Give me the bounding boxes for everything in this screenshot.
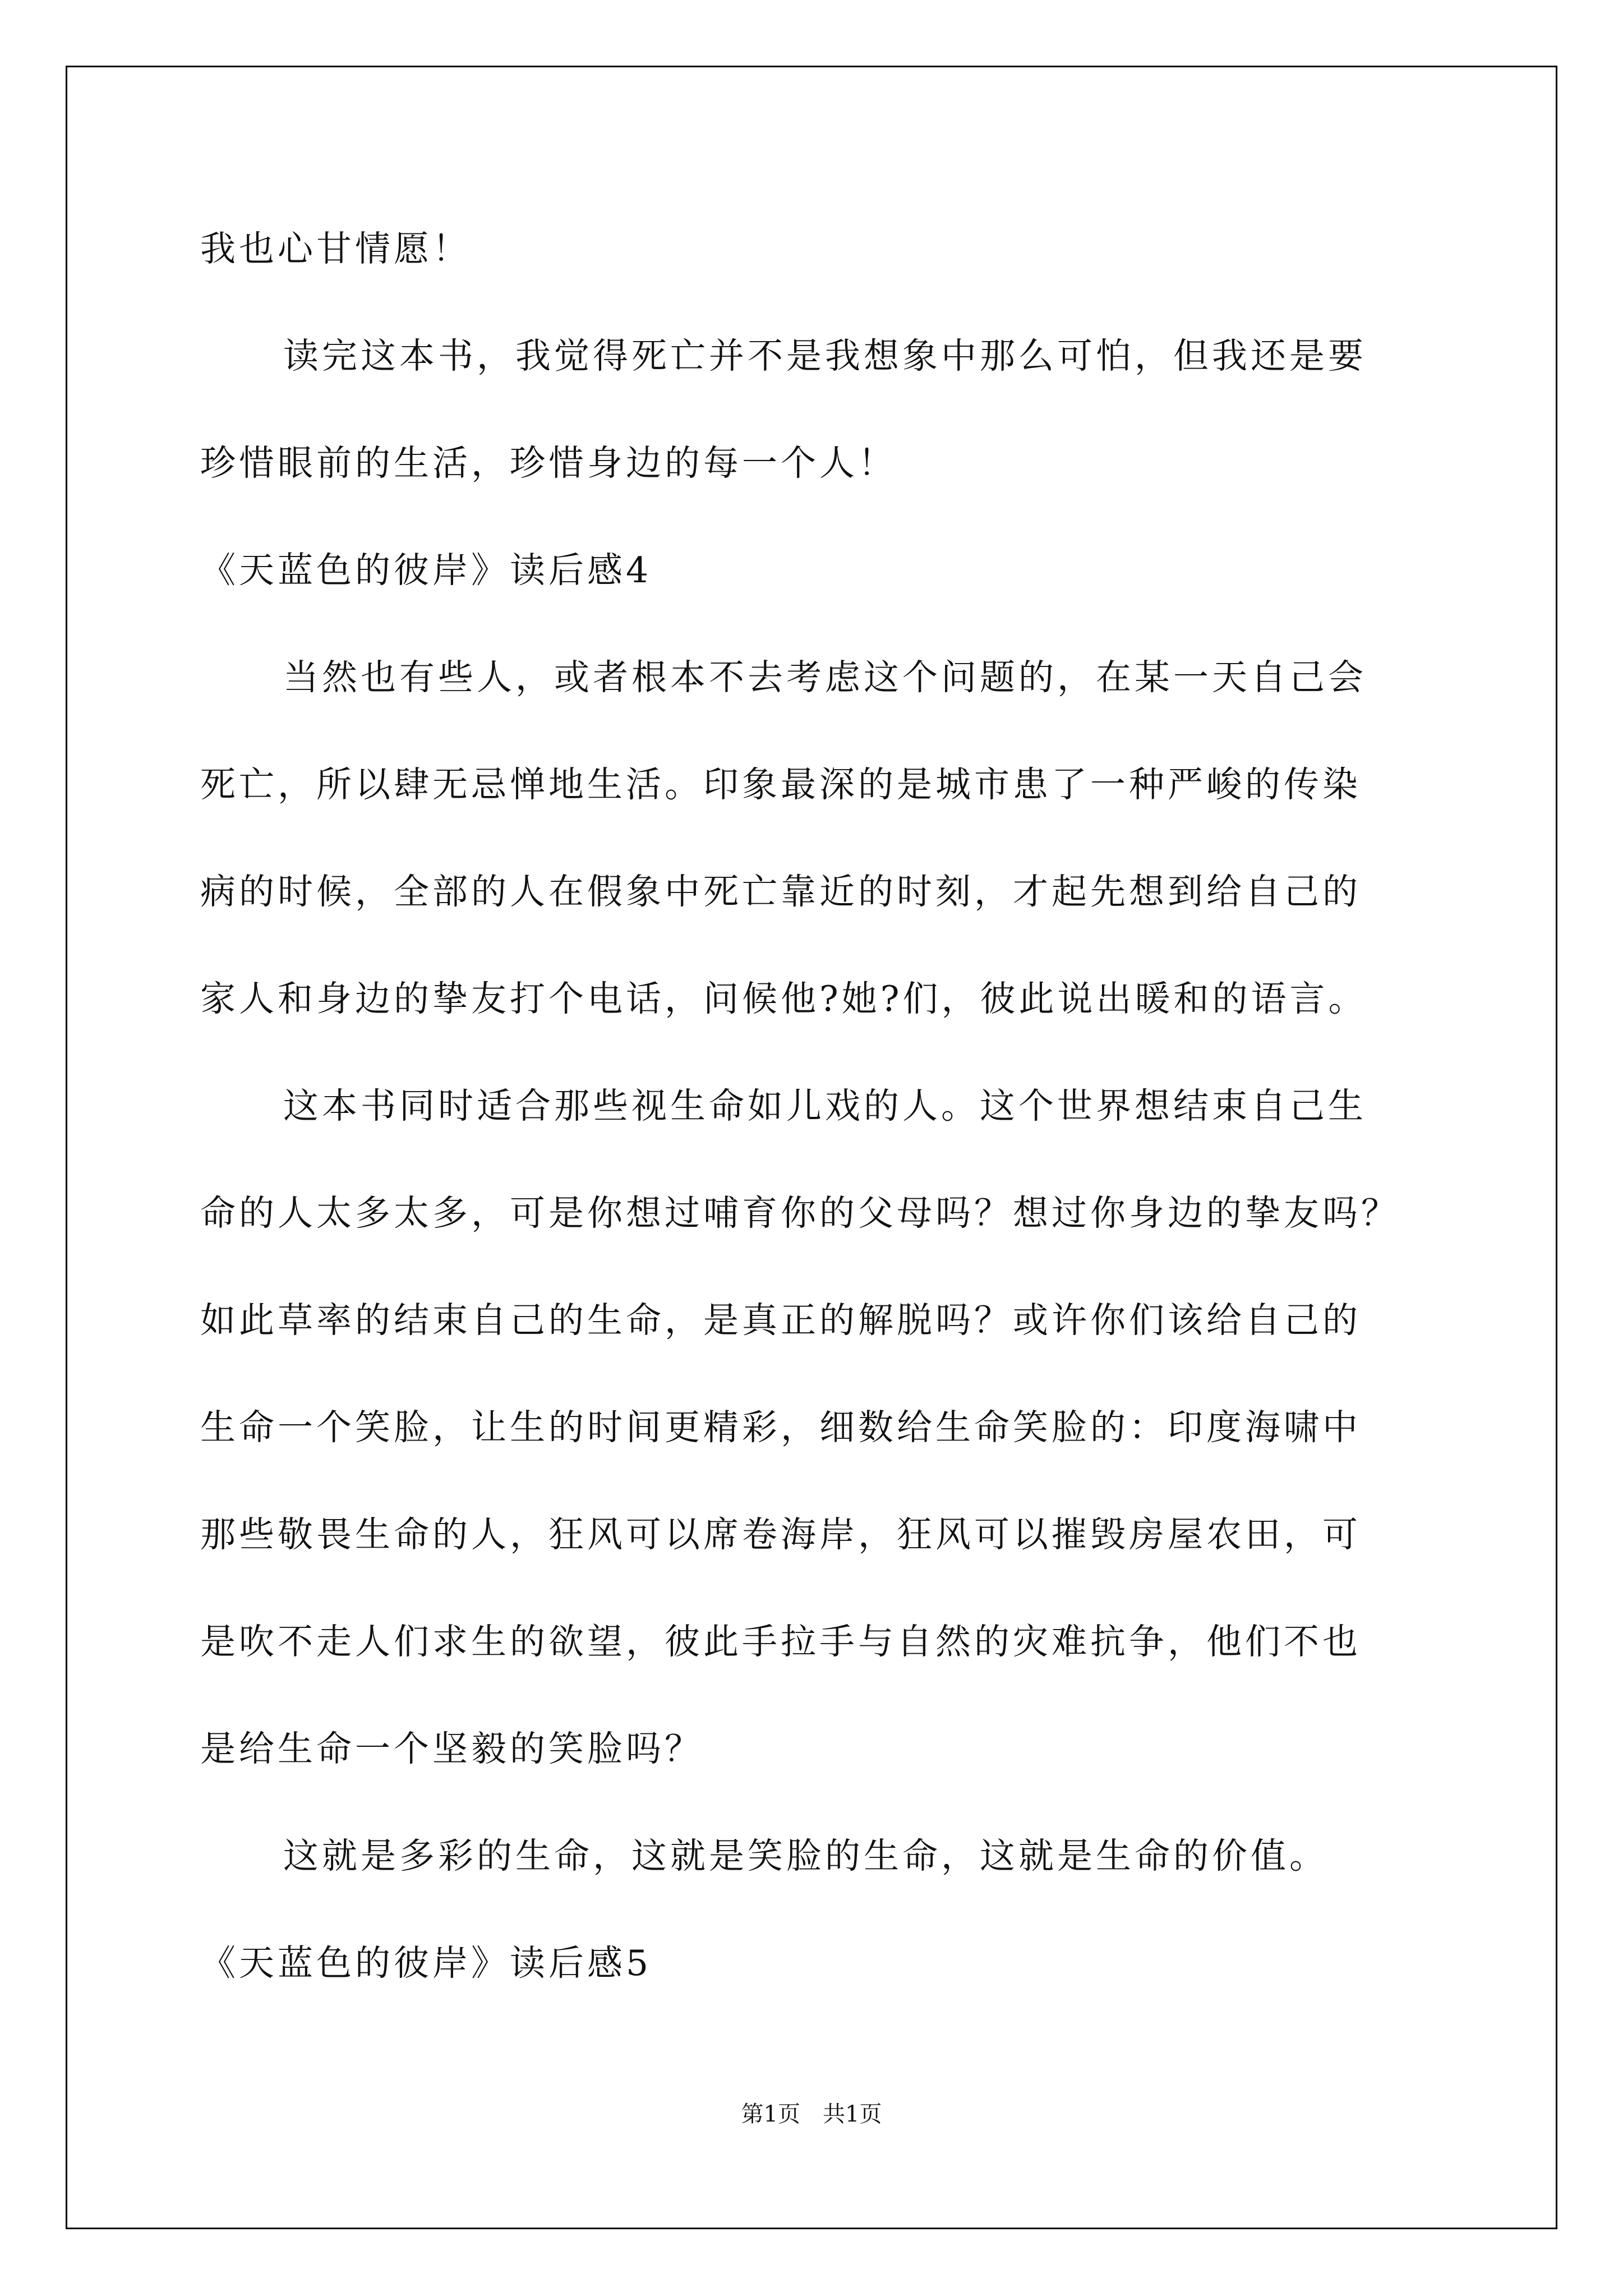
body-line: 那些敬畏生命的人，狂风可以席卷海岸，狂风可以摧毁房屋农田，可 [200, 1514, 1361, 1555]
body-line: 是给生命一个坚毅的笑脸吗？ [200, 1728, 703, 1769]
paragraph-first-line: 这本书同时适合那些视生命如儿戏的人。这个世界想结束自己生 [283, 1085, 1367, 1126]
body-line: 生命一个笑脸，让生的时间更精彩，细数给生命笑脸的：印度海啸中 [200, 1407, 1361, 1448]
body-line: 珍惜眼前的生活，珍惜身边的每一个人！ [200, 443, 897, 484]
body-line: 死亡，所以肆无忌惮地生活。印象最深的是城市患了一种严峻的传染 [200, 764, 1361, 805]
paragraph-first-line: 这就是多彩的生命，这就是笑脸的生命，这就是生命的价值。 [283, 1835, 1328, 1876]
section-heading: 《天蓝色的彼岸》读后感4 [200, 550, 652, 591]
body-line: 我也心甘情愿！ [200, 228, 471, 269]
page-number-footer: 第1页 共1页 [741, 2101, 882, 2127]
body-line: 家人和身边的挚友打个电话，问候他?她?们，彼此说出暖和的语言。 [200, 978, 1367, 1019]
paragraph-first-line: 读完这本书，我觉得死亡并不是我想象中那么可怕，但我还是要 [283, 335, 1367, 376]
section-heading: 《天蓝色的彼岸》读后感5 [200, 1943, 652, 1984]
paragraph-first-line: 当然也有些人，或者根本不去考虑这个问题的，在某一天自己会 [283, 657, 1367, 698]
page-border [66, 66, 1557, 2229]
body-line: 是吹不走人们求生的欲望，彼此手拉手与自然的灾难抗争，他们不也 [200, 1621, 1361, 1662]
body-line: 命的人太多太多，可是你想过哺育你的父母吗？想过你身边的挚友吗？ [200, 1193, 1400, 1234]
body-line: 病的时候，全部的人在假象中死亡靠近的时刻，才起先想到给自己的 [200, 871, 1361, 912]
body-line: 如此草率的结束自己的生命，是真正的解脱吗？或许你们该给自己的 [200, 1300, 1361, 1341]
